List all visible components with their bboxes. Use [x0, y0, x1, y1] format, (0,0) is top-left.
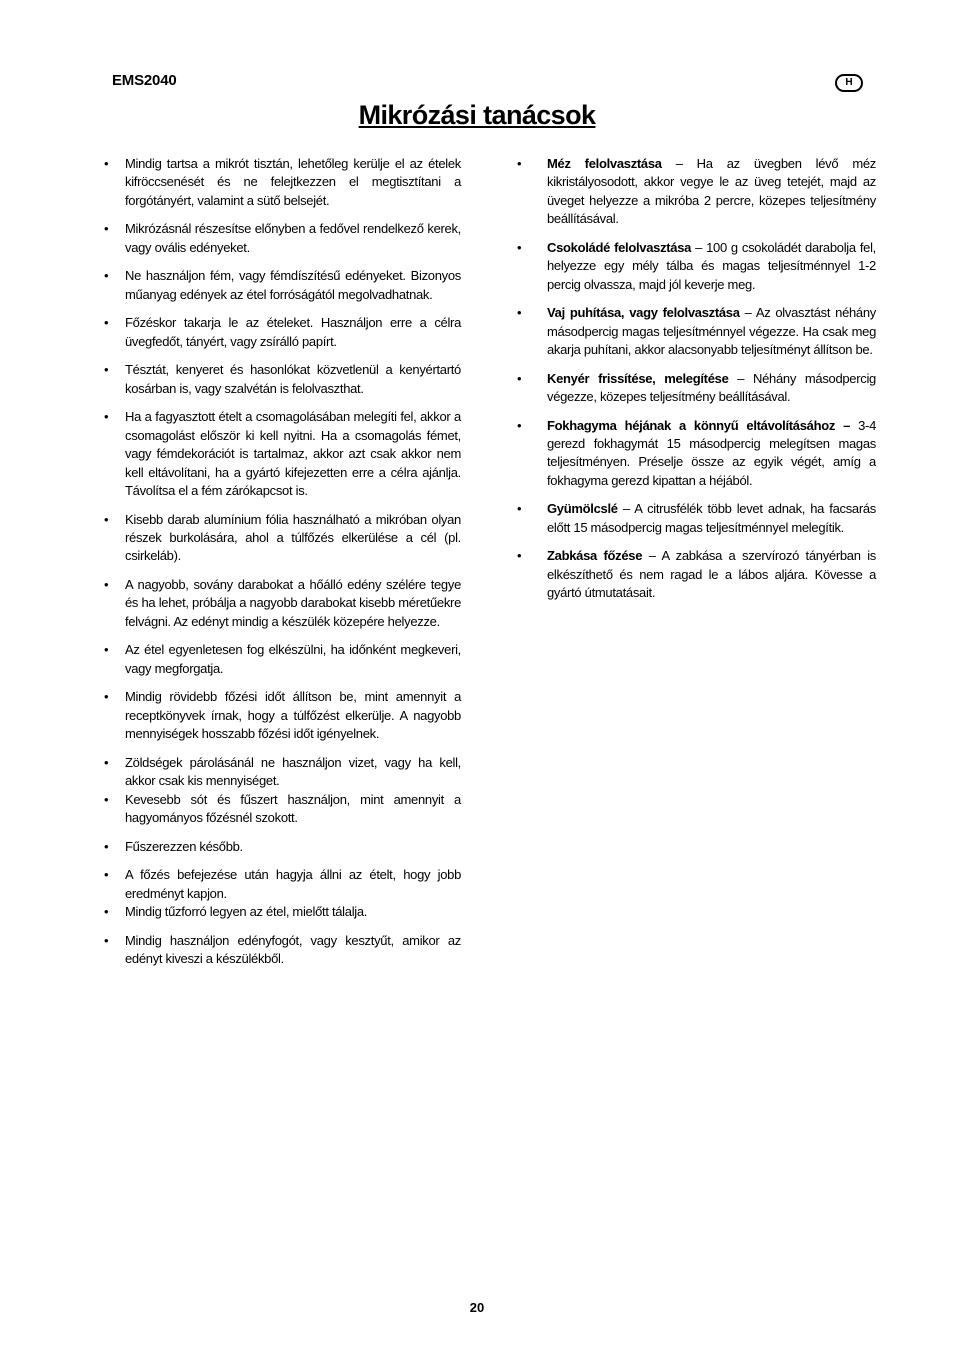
language-badge: H [835, 74, 863, 92]
tip-text: Kisebb darab alumínium fólia használható a mikróban olyan részek burkolására, ahol a túlfőzés elkerülése a cél (pl. csirkeláb). [125, 511, 461, 564]
list-item [104, 932, 461, 969]
list-item [104, 408, 461, 500]
bullet-icon: • [104, 867, 109, 883]
list-item [104, 688, 461, 743]
bullet-icon: • [104, 932, 109, 948]
bullet-icon: • [104, 642, 109, 658]
left-tips-list [104, 155, 461, 979]
tip-text: A főzés befejezése után hagyja állni az ételt, hogy jobb eredményt kapjon. [125, 867, 461, 901]
list-item [517, 239, 876, 294]
list-item [104, 155, 461, 210]
bullet-icon: • [104, 221, 109, 237]
tip-text: Ha a fagyasztott ételt a csomagolásában melegíti fel, akkor a csomagolást először ki kell nyitni. Ha a csomagolás fémet, vagy fémdekorációt is tartalmaz, akkor azt csak akkor nem kell eltávolítani, ha a gyártó kifejezetten erre a célra ajánlja. Távolítsa el a fém zárókapcsot is. [125, 409, 461, 499]
page-number: 20 [469, 1300, 485, 1315]
tip-text: – A zabkása a szervírozó tányérban is elkészíthető és nem ragad le a lábos aljára. Kövesse a gyártó útmutatásait. [547, 548, 877, 601]
tip-text: Zöldségek párolásánál ne használjon vizet, vagy ha kell, akkor csak kis mennyiséget. [125, 754, 461, 789]
tip-text: Mindig használjon edényfogót, vagy kesztyűt, amikor az edényt kiveszi a készülékből. [125, 932, 461, 967]
list-item [104, 754, 461, 791]
tip-text: Mindig rövidebb főzési időt állítson be, mint amennyit a receptkönyvek írnak, hogy a túlfőzést elkerülje. A nagyobb mennyiségek hosszabb főzési időt igényelnek. [125, 689, 461, 742]
page-title: Mikrózási tanácsok [358, 100, 596, 130]
bullet-icon: • [104, 511, 109, 527]
bullet-icon: • [517, 417, 522, 433]
bullet-icon: • [517, 239, 522, 255]
bullet-icon: • [104, 409, 109, 425]
list-item [517, 417, 876, 491]
tip-text: Mikrózásnál részesítse előnyben a fedővel rendelkező kerek, vagy ovális edényeket. [125, 221, 461, 255]
tip-term: Gyümölcslé [547, 501, 618, 517]
tip-text: – 100 g csokoládét darabolja fel, helyezze egy mély tálba és magas teljesítménnyel 1-2 percig olvassza, majd jól keverje meg. [547, 239, 876, 292]
tip-text: Fűszerezzen később. [125, 838, 243, 854]
tip-text: Mindig tartsa a mikrót tisztán, lehetőleg kerülje el az ételek kifröccsenését és ne felejtkezzen el megtisztítani a forgótányért, valamint a sütő belsejét. [125, 156, 461, 208]
list-item [104, 361, 461, 398]
tip-text: Az étel egyenletesen fog elkészülni, ha időnként megkeveri, vagy megforgatja. [125, 642, 461, 676]
list-item [104, 267, 461, 304]
bullet-icon: • [104, 689, 109, 705]
tip-term: Zabkása főzése [547, 548, 643, 564]
list-item [104, 903, 461, 921]
list-item [104, 314, 461, 351]
tip-text: Főzéskor takarja le az ételeket. Használjon erre a célra üvegfedőt, tányért, vagy zsírálló papírt. [125, 315, 461, 349]
list-item [517, 370, 876, 407]
model-number: EMS2040 [112, 72, 177, 89]
bullet-icon: • [104, 904, 109, 920]
tip-text: Kevesebb sót és fűszert használjon, mint amennyit a hagyományos főzésnél szokott. [125, 791, 461, 826]
tip-term: Csokoládé felolvasztása [547, 239, 692, 255]
tip-text: 3-4 gerezd fokhagymát 15 másodpercig melegítsen magas teljesítményen. Préselje össze az egyik végét, amíg a fokhagyma gerezd kipattan a héjából. [547, 417, 876, 488]
list-item [104, 838, 461, 856]
list-item [104, 791, 461, 828]
bullet-icon: • [104, 754, 109, 770]
list-item [517, 304, 876, 359]
list-item [104, 220, 461, 257]
bullet-icon: • [517, 548, 522, 564]
list-item [517, 547, 876, 602]
tip-term: Méz felolvasztása [547, 156, 662, 171]
tip-term: Vaj puhítása, vagy felolvasztása [547, 305, 740, 321]
bullet-icon: • [517, 156, 522, 171]
bullet-icon: • [104, 268, 109, 284]
tip-term: Fokhagyma héjának a könnyű eltávolításához – [547, 417, 851, 433]
bullet-icon: • [104, 362, 109, 378]
bullet-icon: • [104, 156, 109, 171]
tip-text: Mindig tűzforró legyen az étel, mielőtt tálalja. [125, 904, 368, 920]
list-item [104, 576, 461, 631]
tip-text: Tésztát, kenyeret és hasonlókat közvetlenül a kenyértartó kosárban is, vagy szalvétán is felolvaszthat. [125, 362, 461, 396]
list-item [104, 511, 461, 566]
bullet-icon: • [517, 501, 522, 517]
list-item [104, 866, 461, 903]
tip-text: – Ha az üvegben lévő méz kikristályosodott, akkor vegye le az üveg tetejét, majd az üveget helyezze a mikróba 2 percre, közepes teljesítmény beállításával. [547, 156, 876, 227]
list-item [517, 155, 876, 229]
bullet-icon: • [104, 838, 109, 854]
list-item [517, 500, 876, 537]
bullet-icon: • [104, 791, 109, 807]
bullet-icon: • [104, 315, 109, 331]
bullet-icon: • [517, 305, 522, 321]
bullet-icon: • [517, 370, 522, 386]
tip-text: – Néhány másodpercig végezze, közepes teljesítmény beállításával. [547, 370, 876, 405]
right-tips-list [517, 155, 876, 613]
tip-text: Ne használjon fém, vagy fémdíszítésű edényeket. Bizonyos műanyag edények az étel forróságától megolvadhatnak. [125, 268, 461, 302]
tip-term: Kenyér frissítése, melegítése [547, 370, 729, 386]
tip-text: – A citrusfélék több levet adnak, ha facsarás előtt 15 másodpercig magas teljesítménnyel melegítik. [547, 501, 876, 535]
list-item [104, 641, 461, 678]
tip-text: A nagyobb, sovány darabokat a hőálló edény szélére tegye és ha lehet, próbálja a nagyobb darabokat kisebb méretűekre felvágni. Az edényt mindig a készülék közepére helyezze. [125, 577, 461, 629]
bullet-icon: • [104, 577, 109, 593]
tip-text: – Az olvasztást néhány másodpercig magas teljesítménnyel végezze. Ha csak meg akarja puhítani, akkor alacsonyabb teljesítményt állítson be. [547, 305, 876, 358]
